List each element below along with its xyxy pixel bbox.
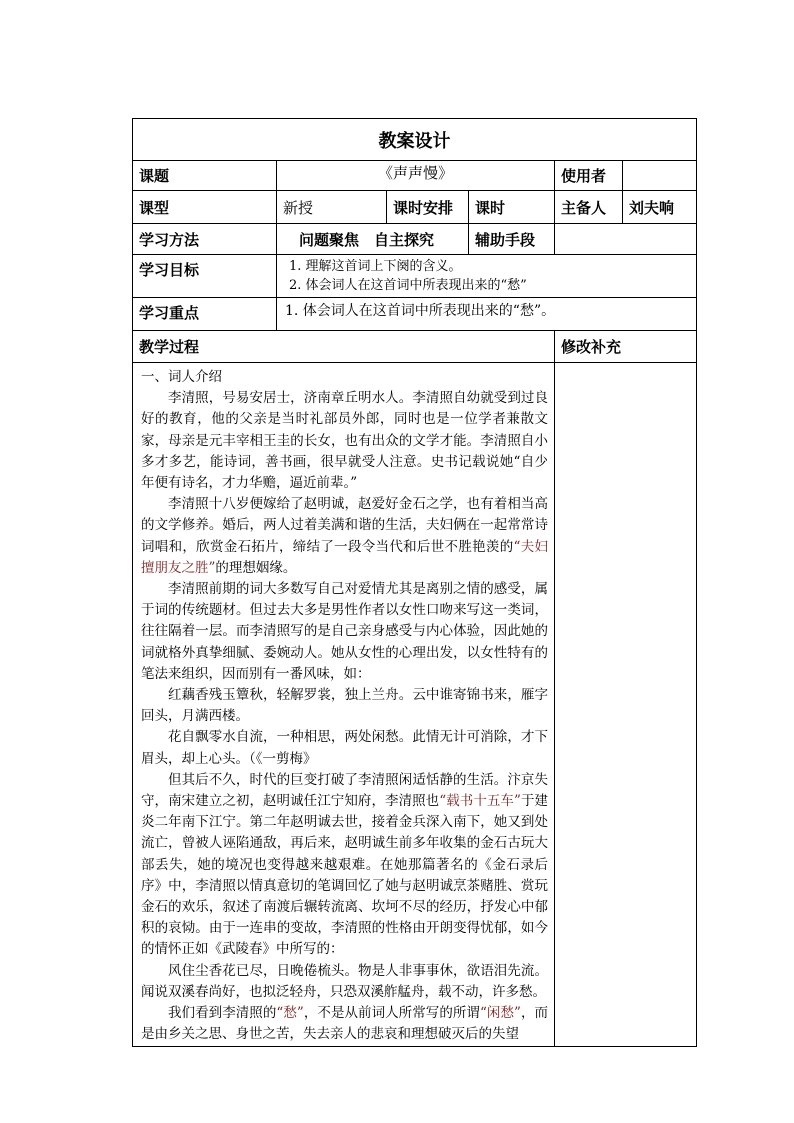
focus-list [277, 298, 697, 331]
paragraph: 但其后不久，时代的巨变打破了李清照闲适恬静的生活。汴京失守，南宋建立之初，赵明诚任江宁知府，李清照也“载书十五车”于建炎二年南下江宁。第二年赵明诚去世，接着金兵深入南下，她又到处流亡，曾被人诬陷通敌，再后来，赵明诚生前多年收集的金石古玩大部丢失，她的境况也变得越来越艰难。在她那篇著名的《金石录后序》中，李清照以情真意切的笔调回忆了她与赵明诚烹茶赌胜、赏玩金石的欢乐，叙述了南渡后辗转流离、坎坷不尽的经历，抒发心中郁积的哀恸。由于一连串的变故，李清照的性格由开朗变得忧郁，如今的情怀正如《武陵春》中所写的： [141, 771, 549, 958]
quote: “愁” [276, 1005, 304, 1022]
aids-value [555, 224, 697, 255]
section-heading: 一、词人介绍 [141, 369, 222, 385]
topic-value: 《声声慢》 [277, 161, 555, 191]
user-label: 使用者 [555, 161, 623, 191]
revision-notes-cell [555, 363, 697, 1047]
preparer-value: 刘夫响 [623, 191, 697, 224]
goals-label: 学习目标 [133, 255, 277, 298]
schedule-label: 课时安排 [387, 191, 469, 224]
user-value [623, 161, 697, 191]
aids-label: 辅助手段 [469, 224, 555, 255]
topic-label: 课题 [133, 161, 277, 191]
lesson-type-value: 新授 [277, 191, 387, 224]
poem-excerpt: 风住尘香花已尽，日晚倦梳头。物是人非事事休，欲语泪先流。闻说双溪春尚好，也拟泛轻舟，只恐双溪舴艋舟，载不动，许多愁。 [141, 962, 548, 1000]
lesson-type-label: 课型 [133, 191, 277, 224]
quote: “载书十五车” [439, 793, 521, 810]
goal-item: 2. 体会词人在这首词中所表现出来的“愁” [289, 278, 527, 293]
goals-list [277, 255, 697, 298]
paragraph: 李清照，号易安居士，济南章丘明水人。李清照自幼就受到过良好的教育，他的父亲是当时礼部员外郎，同时也是一位学者兼散文家，母亲是元丰宰相王圭的长女，也有出众的文学才能。李清照自小多才多艺，能诗词，善书画，很早就受人注意。史书记载说她“自少年便有诗名，才力华赡，逼近前辈。” [141, 390, 548, 492]
lesson-plan-table [132, 118, 697, 1047]
paragraph: 李清照前期的词大多数写自己对爱情尤其是离别之情的感受，属于词的传统题材。但过去大多是男性作者以女性口吻来写这一类词，往往隔着一层。而李清照写的是自己亲身感受与内心体验，因此她的词就格外真挚细腻、委婉动人。她从女性的心理出发，以女性特有的笔法来组织，因而别有一番风味，如： [141, 581, 548, 682]
revision-label: 修改补充 [555, 331, 697, 363]
method-value: 问题聚焦 自主探究 [277, 224, 469, 255]
goal-item: 1. 理解这首词上下阕的含义。 [289, 259, 462, 274]
focus-item: 1. 体会词人在这首词中所表现出来的“愁”。 [285, 303, 556, 319]
quote: “夫妇擅朋友之胜” [141, 538, 548, 576]
focus-label: 学习重点 [133, 298, 277, 331]
paragraph: 李清照十八岁便嫁给了赵明诚，赵爱好金石之学，也有着相当高的文学修养。婚后，两人过着美满和谐的生活，夫妇俩在一起常常诗词唱和，欣赏金石拓片，缔结了一段令当代和后世不胜艳羡的“夫妇擅朋友之胜”的理想姻缘。 [141, 496, 548, 576]
period-label: 课时 [469, 191, 555, 224]
process-label: 教学过程 [133, 331, 555, 363]
document-title: 教案设计 [133, 119, 697, 161]
quote: “自少年便有诗名，才力华赡，逼近前辈。” [141, 453, 548, 492]
quote: “闲愁” [479, 1005, 521, 1022]
paragraph: 我们看到李清照的“愁”，不是从前词人所常写的所谓“闲愁”，而是由乡关之思、身世之苦，失去亲人的悲哀和理想破灭后的失望 [141, 1005, 549, 1043]
poem-excerpt: 红藕香残玉簟秋，轻解罗裳，独上兰舟。云中谁寄锦书来，雁字回头，月满西楼。 [141, 687, 548, 725]
preparer-label: 主备人 [555, 191, 623, 224]
method-label: 学习方法 [133, 224, 277, 255]
teaching-process-body [133, 363, 555, 1047]
poem-excerpt: 花自飘零水自流，一种相思，两处闲愁。此情无计可消除，才下眉头，却上心头。（《一剪梅》 [141, 729, 548, 767]
